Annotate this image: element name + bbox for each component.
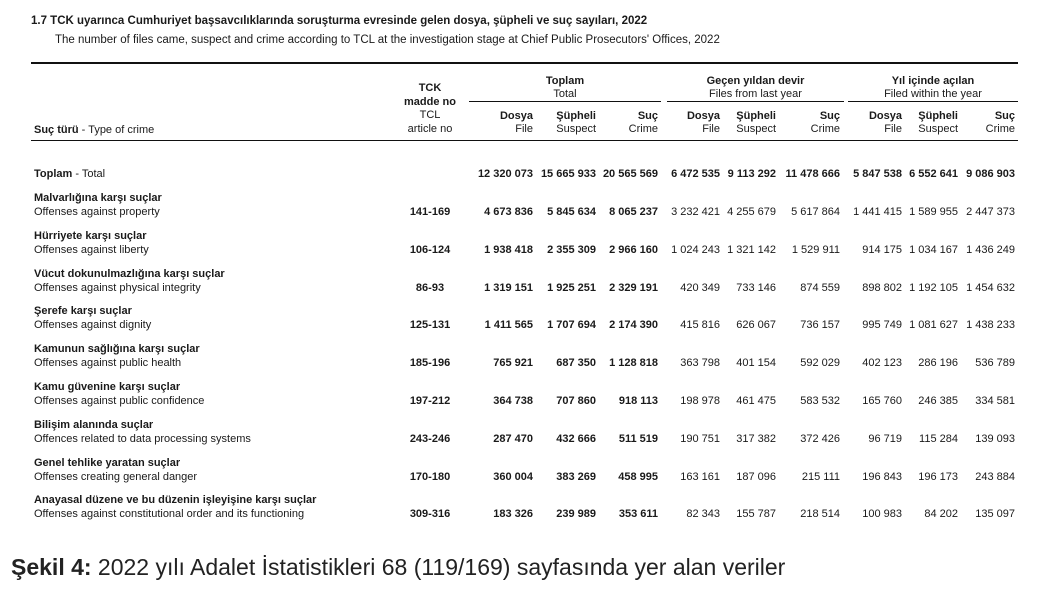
- column-header-supheli: [720, 110, 776, 136]
- crime-type-header-en: - Type of crime: [78, 124, 155, 136]
- table-cell: 461 475: [736, 395, 776, 407]
- group-header-tr: Toplam: [545, 75, 585, 87]
- table-cell: 6 472 535: [671, 168, 720, 180]
- table-cell: 163 161: [680, 471, 720, 483]
- article-no: 170-180: [409, 471, 451, 483]
- table-cell: 1 707 694: [547, 319, 596, 331]
- table-cell: 246 385: [918, 395, 958, 407]
- group-header-en: Filed within the year: [884, 88, 982, 100]
- table-cell: 15 665 933: [540, 168, 596, 180]
- table-cell: 84 202: [924, 508, 958, 520]
- table-cell: 1 454 632: [966, 282, 1015, 294]
- table-cell: 432 666: [556, 433, 596, 445]
- table-cell: 918 113: [618, 395, 658, 407]
- crime-type-header: [34, 124, 154, 136]
- table-cell: 687 350: [556, 357, 596, 369]
- tck-header-line1: TCK: [418, 82, 442, 94]
- column-header-suc: [959, 110, 1015, 136]
- table-cell: 239 989: [556, 508, 596, 520]
- column-header-supheli: [902, 110, 958, 136]
- table-cell: 995 749: [862, 319, 902, 331]
- total-label-en: - Total: [72, 168, 106, 180]
- table-cell: 1 438 233: [966, 319, 1015, 331]
- crime-name-tr: Şerefe karşı suçlar: [34, 305, 132, 317]
- caption-text: 2022 yılı Adalet İstatistikleri 68 (119/169) sayfasında yer alan veriler: [91, 554, 786, 580]
- group-header-within-year: [848, 75, 1018, 101]
- table-cell: 1 925 251: [547, 282, 596, 294]
- table-cell: 1 319 151: [484, 282, 533, 294]
- table-cell: 334 581: [975, 395, 1015, 407]
- caption-label: Şekil 4:: [11, 554, 92, 580]
- table-cell: 1 529 911: [791, 244, 840, 256]
- article-no: 86-93: [415, 282, 445, 294]
- table-cell: 1 128 818: [609, 357, 658, 369]
- group-header-tr: Yıl içinde açılan: [891, 75, 975, 87]
- table-cell: 765 921: [493, 357, 533, 369]
- table-cell: 11 478 666: [785, 168, 840, 180]
- table-cell: 707 860: [556, 395, 596, 407]
- column-header-en: File: [702, 123, 720, 135]
- table-cell: 511 519: [618, 433, 658, 445]
- article-no: 141-169: [409, 206, 451, 218]
- table-cell: 383 269: [556, 471, 596, 483]
- table-cell: 155 787: [736, 508, 776, 520]
- crime-name-tr: Bilişim alanında suçlar: [34, 419, 154, 431]
- table-cell: 139 093: [975, 433, 1015, 445]
- table-cell: 364 738: [493, 395, 533, 407]
- table-cell: 733 146: [736, 282, 776, 294]
- table-cell: 5 617 864: [791, 206, 840, 218]
- group-rule-within-year: [848, 101, 1018, 102]
- crime-name-tr: Hürriyete karşı suçlar: [34, 230, 147, 242]
- column-header-dosya: [658, 110, 720, 136]
- table-cell: 363 798: [680, 357, 720, 369]
- crime-name-tr: Kamu güvenine karşı suçlar: [34, 381, 181, 393]
- table-cell: 190 751: [680, 433, 720, 445]
- table-cell: 100 983: [862, 508, 902, 520]
- column-header-en: Crime: [985, 123, 1015, 135]
- table-cell: 372 426: [800, 433, 840, 445]
- column-header-suc: [596, 110, 658, 136]
- table-title-tr: 1.7 TCK uyarınca Cumhuriyet başsavcılıklarında soruşturma evresinde gelen dosya, şüpheli ve suç sayıları, 2022: [31, 15, 648, 27]
- tck-header-line3: TCL: [419, 109, 441, 121]
- top-rule: [31, 62, 1018, 64]
- table-cell: 4 673 836: [484, 206, 533, 218]
- crime-name-en: Offences related to data processing systems: [34, 433, 251, 445]
- table-cell: 874 559: [800, 282, 840, 294]
- table-cell: 1 436 249: [966, 244, 1015, 256]
- table-cell: 165 760: [862, 395, 902, 407]
- column-header-en: Crime: [810, 123, 840, 135]
- table-cell: 592 029: [800, 357, 840, 369]
- crime-name-tr: Anayasal düzene ve bu düzenin işleyişine karşı suçlar: [34, 494, 317, 506]
- table-cell: 1 192 105: [909, 282, 958, 294]
- crime-name-tr: Kamunun sağlığına karşı suçlar: [34, 343, 200, 355]
- group-header-tr: Geçen yıldan devir: [706, 75, 805, 87]
- table-cell: 218 514: [800, 508, 840, 520]
- column-header-tr: Şüpheli: [556, 110, 596, 122]
- column-header-tr: Suç: [994, 110, 1015, 122]
- crime-name-en: Offenses against constitutional order and its functioning: [34, 508, 305, 520]
- table-cell: 287 470: [493, 433, 533, 445]
- table-title-en: The number of files came, suspect and crime according to TCL at the investigation stage at Chief Public Prosecutors' Offices, 2022: [55, 34, 720, 46]
- column-header-tr: Şüpheli: [736, 110, 776, 122]
- column-header-en: Suspect: [918, 123, 958, 135]
- table-cell: 9 113 292: [727, 168, 776, 180]
- table-cell: 115 284: [919, 433, 958, 445]
- tck-header: [395, 82, 465, 136]
- table-cell: 1 321 142: [727, 244, 776, 256]
- crime-name-en: Offenses against property: [34, 206, 160, 218]
- column-header-tr: Şüpheli: [918, 110, 958, 122]
- table-cell: 9 086 903: [966, 168, 1015, 180]
- crime-name-en: Offenses against public confidence: [34, 395, 205, 407]
- table-cell: 3 232 421: [671, 206, 720, 218]
- table-cell: 5 845 634: [547, 206, 596, 218]
- table-cell: 898 802: [862, 282, 902, 294]
- figure-caption: [11, 554, 785, 581]
- crime-name-en: Offenses against liberty: [34, 244, 149, 256]
- table-cell: 1 938 418: [484, 244, 533, 256]
- table-cell: 8 065 237: [609, 206, 658, 218]
- crime-name-en: Offenses creating general danger: [34, 471, 198, 483]
- table-cell: 286 196: [918, 357, 958, 369]
- table-cell: 317 382: [736, 433, 776, 445]
- crime-name-en: Offenses against physical integrity: [34, 282, 201, 294]
- column-header-tr: Dosya: [868, 110, 902, 122]
- table-cell: 914 175: [862, 244, 902, 256]
- table-cell: 402 123: [862, 357, 902, 369]
- crime-name-en: Offenses against public health: [34, 357, 182, 369]
- column-header-dosya: [471, 110, 533, 136]
- table-cell: 2 355 309: [547, 244, 596, 256]
- column-header-en: Crime: [628, 123, 658, 135]
- table-cell: 243 884: [975, 471, 1015, 483]
- table-cell: 2 329 191: [609, 282, 658, 294]
- group-header-en: Files from last year: [709, 88, 802, 100]
- table-cell: 458 995: [618, 471, 658, 483]
- table-cell: 6 552 641: [909, 168, 958, 180]
- column-header-en: Suspect: [556, 123, 596, 135]
- table-cell: 2 447 373: [966, 206, 1015, 218]
- column-header-dosya: [840, 110, 902, 136]
- article-no: 197-212: [409, 395, 451, 407]
- table-cell: 1 024 243: [671, 244, 720, 256]
- column-header-en: File: [884, 123, 902, 135]
- column-header-en: Suspect: [736, 123, 776, 135]
- tck-header-line2: madde no: [404, 95, 456, 108]
- column-header-tr: Suç: [819, 110, 840, 122]
- column-header-tr: Dosya: [499, 110, 533, 122]
- table-cell: 1 441 415: [853, 206, 902, 218]
- article-no: 309-316: [409, 508, 451, 520]
- table-cell: 135 097: [975, 508, 1015, 520]
- table-cell: 353 611: [618, 508, 658, 520]
- table-cell: 183 326: [493, 508, 533, 520]
- table-cell: 401 154: [736, 357, 776, 369]
- article-no: 243-246: [409, 433, 451, 445]
- table-cell: 420 349: [680, 282, 720, 294]
- table-cell: 5 847 538: [853, 168, 902, 180]
- total-label-tr: Toplam: [34, 168, 73, 180]
- column-header-supheli: [534, 110, 596, 136]
- table-cell: 415 816: [680, 319, 720, 331]
- column-header-en: File: [515, 123, 533, 135]
- crime-name-en: Offenses against dignity: [34, 319, 152, 331]
- group-header-total: [469, 75, 661, 101]
- table-cell: 196 173: [918, 471, 958, 483]
- crime-name-tr: Genel tehlike yaratan suçlar: [34, 457, 181, 469]
- article-no: 125-131: [409, 319, 451, 331]
- column-header-tr: Dosya: [686, 110, 720, 122]
- table-cell: 82 343: [686, 508, 720, 520]
- table-cell: 536 789: [975, 357, 1015, 369]
- column-header-suc: [778, 110, 840, 136]
- table-cell: 360 004: [493, 471, 533, 483]
- table-cell: 196 843: [862, 471, 902, 483]
- table-cell: 20 565 569: [602, 168, 658, 180]
- group-rule-total: [469, 101, 661, 102]
- table-cell: 4 255 679: [727, 206, 776, 218]
- article-no: 185-196: [409, 357, 451, 369]
- group-header-last-year: [667, 75, 844, 101]
- table-cell: 1 589 955: [909, 206, 958, 218]
- table-cell: 1 411 565: [484, 319, 533, 331]
- table-cell: 198 978: [680, 395, 720, 407]
- tck-header-line4: article no: [407, 122, 453, 135]
- group-rule-last-year: [667, 101, 844, 102]
- table-cell: 12 320 073: [477, 168, 533, 180]
- crime-name-tr: Vücut dokunulmazlığına karşı suçlar: [34, 268, 225, 280]
- table-cell: 736 157: [800, 319, 840, 331]
- crime-type-header-tr: Suç türü: [34, 124, 79, 136]
- table-cell: 2 174 390: [609, 319, 658, 331]
- table-cell: 187 096: [736, 471, 776, 483]
- total-row-label: [34, 168, 105, 180]
- table-cell: 583 532: [800, 395, 840, 407]
- column-header-tr: Suç: [637, 110, 658, 122]
- group-header-en: Total: [553, 88, 577, 100]
- table-cell: 2 966 160: [609, 244, 658, 256]
- header-rule: [31, 140, 1018, 141]
- table-cell: 1 034 167: [909, 244, 958, 256]
- table-cell: 96 719: [868, 433, 902, 445]
- crime-name-tr: Malvarlığına karşı suçlar: [34, 192, 162, 204]
- article-no: 106-124: [409, 244, 451, 256]
- table-cell: 1 081 627: [909, 319, 958, 331]
- table-cell: 215 111: [801, 471, 840, 483]
- table-cell: 626 067: [736, 319, 776, 331]
